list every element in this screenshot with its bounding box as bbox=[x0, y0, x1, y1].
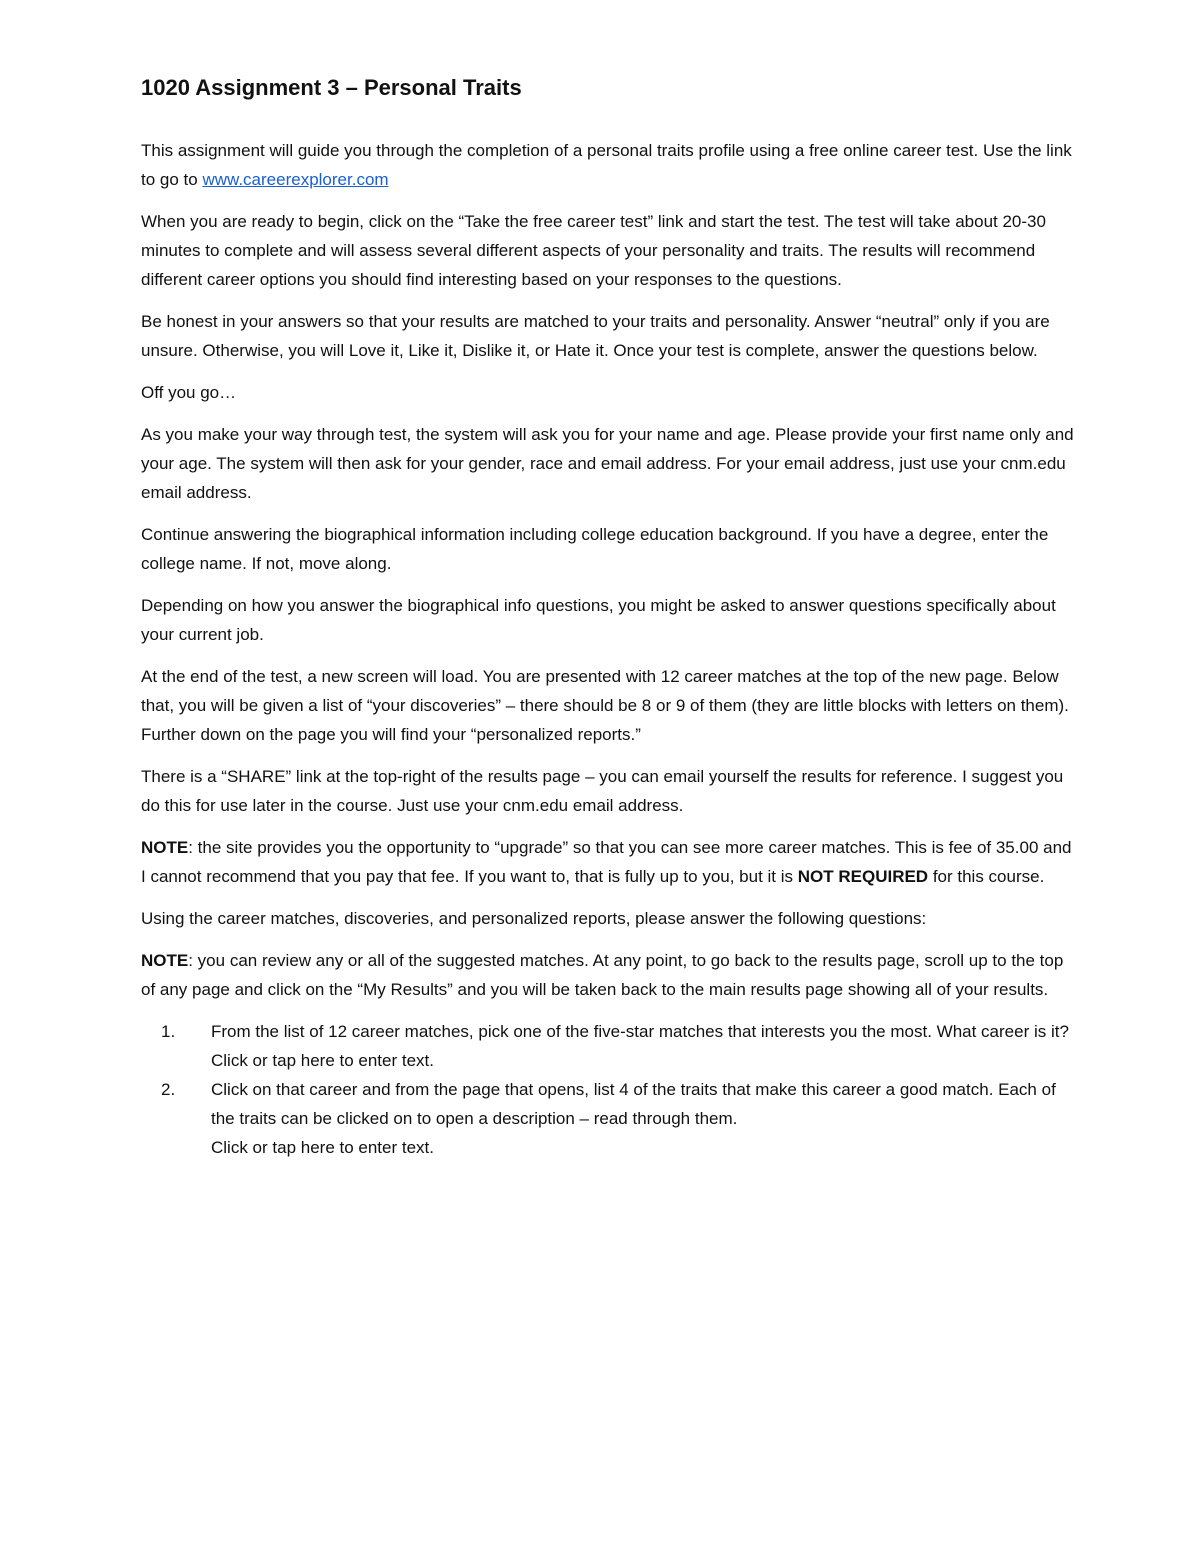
question-item bbox=[161, 1017, 1076, 1075]
questions-instruction: Using the career matches, discoveries, and personalized reports, please answer the following questions: bbox=[141, 909, 927, 928]
upgrade-note-text: : the site provides you the opportunity to “upgrade” so that you can see more career matches. This is fee of 35.00 and I cannot recommend that you pay that fee. If you want to, that is fully up to you, but it is bbox=[141, 838, 1072, 886]
current-job-paragraph: Depending on how you answer the biographical info questions, you might be asked to answer questions specifically about your current job. bbox=[141, 596, 1056, 644]
name-age-paragraph: As you make your way through test, the system will ask you for your name and age. Please provide your first name only and your age. The system will then ask for your gender, race and email address. For your email address, just use your cnm.edu email address. bbox=[141, 425, 1074, 502]
biographical-paragraph: Continue answering the biographical information including college education background. If you have a degree, enter the college name. If not, move along. bbox=[141, 525, 1049, 573]
intro-text: This assignment will guide you through the completion of a personal traits profile using a free online career test. Use the link to go to bbox=[141, 141, 1072, 189]
question-item bbox=[161, 1075, 1076, 1162]
question-number: 2. bbox=[161, 1080, 176, 1099]
question-text: From the list of 12 career matches, pick one of the five-star matches that interests you the most. What career is it? bbox=[211, 1022, 1069, 1041]
question-number: 1. bbox=[161, 1022, 176, 1041]
intro-paragraph bbox=[141, 136, 1076, 194]
not-required-emphasis: NOT REQUIRED bbox=[797, 867, 929, 886]
questions-list bbox=[141, 1017, 1076, 1162]
answer-field[interactable]: Click or tap here to enter text. bbox=[211, 1138, 434, 1157]
off-you-go-paragraph: Off you go… bbox=[141, 383, 237, 402]
answer-field[interactable]: Click or tap here to enter text. bbox=[211, 1051, 434, 1070]
review-note-paragraph bbox=[141, 946, 1076, 1004]
results-page-paragraph: At the end of the test, a new screen will load. You are presented with 12 career matches at the top of the new page. Below that, you will be given a list of “your discoveries” – there should be 8 or 9 of them (they are little blocks with letters on them). Further down on the page you will find your “personalized reports.” bbox=[141, 667, 1069, 744]
document-title: 1020 Assignment 3 – Personal Traits bbox=[141, 75, 522, 100]
share-link-paragraph: There is a “SHARE” link at the top-right of the results page – you can email yourself the results for reference. I suggest you do this for use later in the course. Just use your cnm.edu email address. bbox=[141, 767, 1064, 815]
instructions-begin-paragraph: When you are ready to begin, click on the “Take the free career test” link and start the test. The test will take about 20-30 minutes to complete and will assess several different aspects of your personality and traits. The results will recommend different career options you should find interesting based on your responses to the questions. bbox=[141, 212, 1046, 289]
upgrade-note-paragraph bbox=[141, 833, 1076, 891]
review-note-text: : you can review any or all of the suggested matches. At any point, to go back to the results page, scroll up to the top of any page and click on the “My Results” and you will be taken back to the main results page showing all of your results. bbox=[141, 951, 1064, 999]
note-label: NOTE bbox=[141, 951, 189, 970]
upgrade-note-ending: for this course. bbox=[928, 867, 1045, 886]
careerexplorer-link[interactable]: www.careerexplorer.com bbox=[202, 170, 389, 189]
question-text: Click on that career and from the page that opens, list 4 of the traits that make this career a good match. Each of the traits can be clicked on to open a description – read through them. bbox=[211, 1080, 1056, 1128]
honesty-paragraph: Be honest in your answers so that your results are matched to your traits and personality. Answer “neutral” only if you are unsure. Otherwise, you will Love it, Like it, Dislike it, or Hate it. Once your test is complete, answer the questions below. bbox=[141, 312, 1050, 360]
note-label: NOTE bbox=[141, 838, 189, 857]
document-page bbox=[141, 70, 1076, 1162]
